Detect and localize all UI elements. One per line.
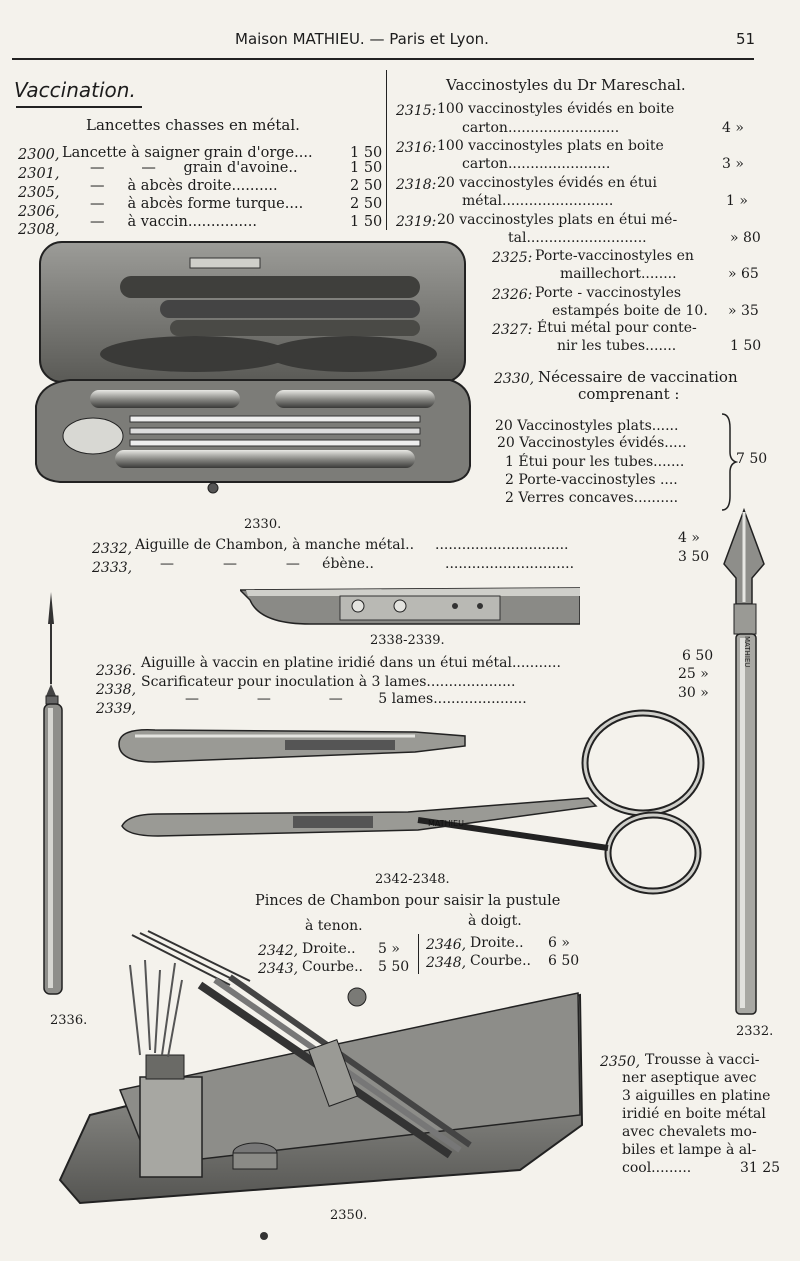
caption-2338-2339: 2338-2339. xyxy=(370,633,445,648)
header-rule xyxy=(12,58,754,60)
item-number: 2318: xyxy=(396,177,437,193)
kit-number: 2330, xyxy=(494,371,535,387)
kit-title-cont: comprenant : xyxy=(578,385,680,403)
item-price: 1 50 xyxy=(350,214,383,230)
lancettes-subtitle: Lancettes chasses en métal. xyxy=(86,116,300,134)
trousse-line: avec chevalets mo- xyxy=(622,1124,757,1140)
item-description: Étui métal pour conte- xyxy=(537,320,697,336)
item-description: 20 vaccinostyles plats en étui mé- xyxy=(437,212,678,228)
item-price: 25 » xyxy=(678,666,709,682)
item-number: 2343, xyxy=(258,961,299,977)
item-number: 2339, xyxy=(96,701,137,717)
page-number: 51 xyxy=(736,30,756,48)
item-description: Droite.. xyxy=(470,935,524,951)
item-price: 6 » xyxy=(548,935,570,951)
item-price: 6 50 xyxy=(682,648,714,664)
item-description: — — — 5 lames..................... xyxy=(185,691,527,707)
pinces-title: Pinces de Chambon pour saisir la pustule xyxy=(255,893,561,909)
trousse-line: ner aseptique avec xyxy=(622,1070,757,1086)
item-number: 2305, xyxy=(18,185,60,201)
item-number: 2325: xyxy=(492,250,533,266)
item-leader: ............................. xyxy=(445,556,575,572)
item-number: 2350, xyxy=(600,1054,641,1070)
item-description: — — grain d'avoine.. xyxy=(90,160,298,176)
item-price: 3 50 xyxy=(678,549,710,565)
item-number: 2315: xyxy=(396,103,437,119)
item-price: » 65 xyxy=(728,266,759,282)
trousse-line: Trousse à vacci- xyxy=(645,1052,760,1068)
caption-2350: 2350. xyxy=(330,1208,368,1223)
caption-2336: 2336. xyxy=(50,1013,88,1028)
item-description: — à abcès droite.......... xyxy=(90,178,278,194)
item-description: Scarificateur pour inoculation à 3 lames.................... xyxy=(141,674,516,690)
item-price: 4 » xyxy=(722,120,744,136)
item-description: 100 vaccinostyles plats en boite xyxy=(437,138,664,154)
figure-scarificateur-2338 xyxy=(240,582,580,632)
item-description: Droite.. xyxy=(302,941,356,957)
item-number: 2332, xyxy=(92,541,133,557)
figure-chambon-needle-2332 xyxy=(722,508,778,1018)
item-description: — à vaccin............... xyxy=(90,214,257,230)
item-description: Aiguille de Chambon, à manche métal.. xyxy=(135,537,415,553)
item-price: » 80 xyxy=(730,230,761,246)
item-price: 30 » xyxy=(678,685,709,701)
caption-2332: 2332. xyxy=(736,1024,774,1039)
item-number: 2348, xyxy=(426,955,467,971)
item-description-cont: maillechort........ xyxy=(560,266,677,282)
needle-brand-mark: MATHIEU xyxy=(743,636,751,668)
page-bottom-dot xyxy=(260,1232,268,1240)
figure-trousse-2350 xyxy=(50,925,590,1215)
trousse-line: iridié en boite métal xyxy=(622,1106,766,1122)
item-price: 2 50 xyxy=(350,178,383,194)
item-description: Courbe.. xyxy=(302,959,363,975)
item-price: » 35 xyxy=(728,303,759,319)
item-price: 6 50 xyxy=(548,953,580,969)
kit-content-line: 1 Étui pour les tubes....... xyxy=(505,454,685,470)
item-description: — — — ébène.. xyxy=(160,556,374,572)
item-price: 1 50 xyxy=(350,160,383,176)
item-description-cont: métal......................... xyxy=(462,193,614,209)
item-description-cont: carton....................... xyxy=(462,156,611,172)
page-header-title: Maison MATHIEU. — Paris et Lyon. xyxy=(235,30,489,48)
item-description: Aiguille à vaccin en platine iridié dans un étui métal........... xyxy=(141,655,561,671)
item-number: 2333, xyxy=(92,560,133,576)
item-description: Porte-vaccinostyles en xyxy=(535,248,694,264)
forceps-brand-mark: MATHIEU xyxy=(428,819,464,828)
figure-chambon-forceps-2342 xyxy=(118,708,718,898)
kit-content-line: 2 Porte-vaccinostyles .... xyxy=(505,472,678,488)
pinces-col2-head: à doigt. xyxy=(468,913,522,929)
vaccinostyles-title: Vaccinostyles du Dr Mareschal. xyxy=(446,76,686,94)
item-leader: .............................. xyxy=(435,537,569,553)
kit-content-line: 20 Vaccinostyles évidés..... xyxy=(497,435,687,451)
trousse-line: cool......... xyxy=(622,1160,692,1176)
item-number: 2308, xyxy=(18,222,60,238)
item-number: 2338, xyxy=(96,682,137,698)
trousse-line: 3 aiguilles en platine xyxy=(622,1088,771,1104)
section-title-underline xyxy=(16,106,142,108)
item-price: 5 » xyxy=(378,941,400,957)
item-number: 2319: xyxy=(396,214,437,230)
item-description: Courbe.. xyxy=(470,953,531,969)
item-number: 2342, xyxy=(258,943,299,959)
item-price: 1 50 xyxy=(730,338,762,354)
item-description: Lancette à saigner grain d'orge.... xyxy=(62,145,313,161)
kit-title: Nécessaire de vaccination xyxy=(538,368,738,386)
column-divider xyxy=(386,70,387,230)
trousse-line: biles et lampe à al- xyxy=(622,1142,757,1158)
item-description-cont: tal........................... xyxy=(508,230,647,246)
kit-content-line: 2 Verres concaves.......... xyxy=(505,490,679,506)
item-number: 2336. xyxy=(96,663,137,679)
figure-vaccination-kit-2330 xyxy=(30,238,475,508)
item-price: 4 » xyxy=(678,530,700,546)
pinces-col1-head: à tenon. xyxy=(305,918,363,934)
item-number: 2327: xyxy=(492,322,533,338)
item-number: 2300, xyxy=(18,147,60,163)
item-price: 2 50 xyxy=(350,196,383,212)
item-number: 2326: xyxy=(492,287,533,303)
item-number: 2346, xyxy=(426,937,467,953)
item-number: 2306, xyxy=(18,204,60,220)
item-number: 2316: xyxy=(396,140,437,156)
item-price: 5 50 xyxy=(378,959,410,975)
item-description-cont: nir les tubes....... xyxy=(557,338,677,354)
item-price: 1 50 xyxy=(350,145,383,161)
caption-2342-2348: 2342-2348. xyxy=(375,872,450,887)
item-description-cont: estampés boite de 10. xyxy=(552,303,708,319)
kit-brace xyxy=(718,412,738,512)
kit-content-line: 20 Vaccinostyles plats...... xyxy=(495,418,679,434)
item-description-cont: carton......................... xyxy=(462,120,620,136)
item-description: 100 vaccinostyles évidés en boite xyxy=(437,101,675,117)
kit-price: 7 50 xyxy=(736,451,768,467)
section-title: Vaccination. xyxy=(14,78,136,102)
item-description: — à abcès forme turque.... xyxy=(90,196,304,212)
item-price: 3 » xyxy=(722,156,744,172)
item-description: 20 vaccinostyles évidés en étui xyxy=(437,175,657,191)
trousse-price: 31 25 xyxy=(740,1160,781,1176)
item-number: 2301, xyxy=(18,166,60,182)
item-price: 1 » xyxy=(726,193,748,209)
item-description: Porte - vaccinostyles xyxy=(535,285,682,301)
caption-2330: 2330. xyxy=(244,517,282,532)
